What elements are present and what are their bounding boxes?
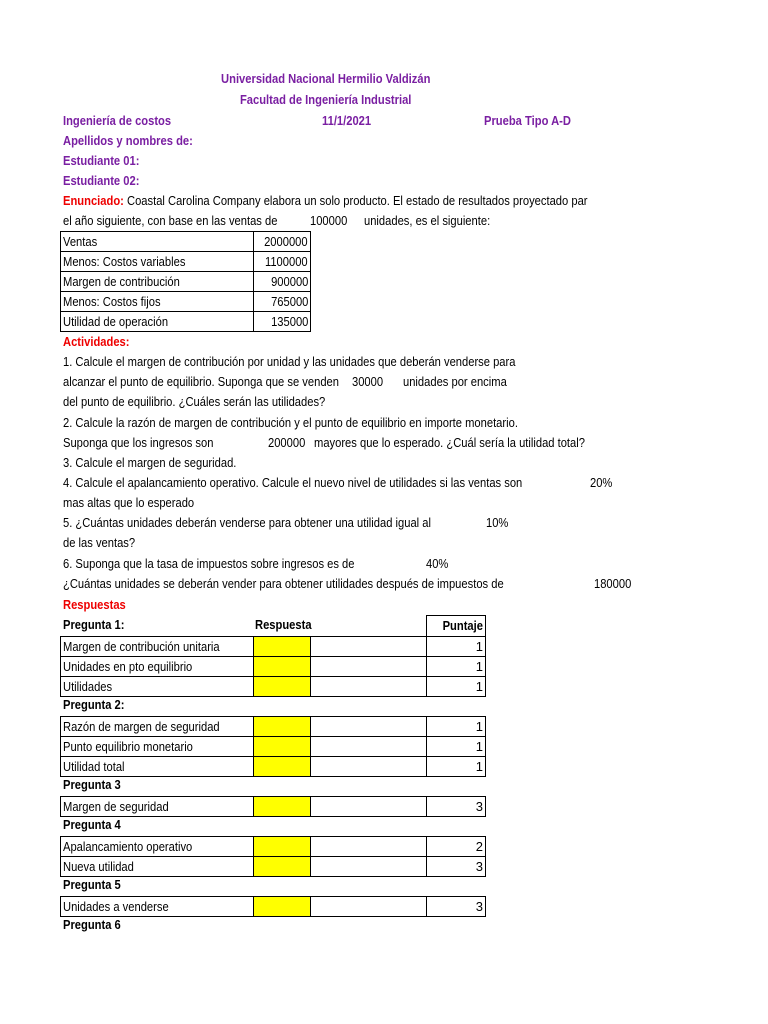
answer-input-cell[interactable] bbox=[253, 756, 311, 777]
question-5-percent: 10% bbox=[486, 515, 509, 530]
answer-extra-cell[interactable] bbox=[310, 836, 427, 857]
answer-extra-cell[interactable] bbox=[310, 736, 427, 757]
answer-extra-cell[interactable] bbox=[310, 716, 427, 737]
question-5-line-2: de las ventas? bbox=[63, 535, 136, 550]
income-row-label: Ventas bbox=[60, 231, 254, 252]
income-row-value: 900000 bbox=[253, 271, 311, 292]
answer-extra-cell[interactable] bbox=[310, 896, 427, 917]
question-4-line-1: 4. Calcule el apalancamiento operativo. Calcule el nuevo nivel de utilidades si las ventas son bbox=[63, 475, 523, 490]
exam-date: 11/1/2021 bbox=[322, 113, 372, 128]
answer-input-cell[interactable] bbox=[253, 676, 311, 697]
answer-extra-cell[interactable] bbox=[310, 756, 427, 777]
faculty-name: Facultad de Ingeniería Industrial bbox=[240, 92, 412, 107]
names-label: Apellidos y nombres de: bbox=[63, 133, 193, 148]
answer-input-cell[interactable] bbox=[253, 716, 311, 737]
score-column-header: Puntaje bbox=[426, 615, 486, 636]
answer-input-cell[interactable] bbox=[253, 896, 311, 917]
income-row-label: Menos: Costos fijos bbox=[60, 291, 254, 312]
question-6-percent: 40% bbox=[426, 556, 449, 571]
answer-score: 1 bbox=[426, 636, 486, 657]
statement-line-2a: el año siguiente, con base en las ventas de bbox=[63, 213, 278, 228]
answer-score: 1 bbox=[426, 716, 486, 737]
answer-group-title: Pregunta 6 bbox=[63, 917, 121, 932]
statement-line-1: Enunciado: Coastal Carolina Company elabora un solo producto. El estado de resultados proyectado par bbox=[63, 193, 588, 208]
student-2-label: Estudiante 02: bbox=[63, 173, 140, 188]
income-row-label: Margen de contribución bbox=[60, 271, 254, 292]
answer-row-label: Nueva utilidad bbox=[60, 856, 254, 877]
income-row-value: 1100000 bbox=[253, 251, 311, 272]
answer-score: 2 bbox=[426, 836, 486, 857]
answer-score: 3 bbox=[426, 796, 486, 817]
question-4-percent: 20% bbox=[590, 475, 613, 490]
answer-row-label: Unidades en pto equilibrio bbox=[60, 656, 254, 677]
answer-extra-cell[interactable] bbox=[310, 796, 427, 817]
answer-score: 3 bbox=[426, 896, 486, 917]
activities-title: Actividades: bbox=[63, 334, 130, 349]
question-2-line-1: 2. Calcule la razón de margen de contribución y el punto de equilibrio en importe monetario. bbox=[63, 415, 518, 430]
answer-row-label: Apalancamiento operativo bbox=[60, 836, 254, 857]
answer-input-cell[interactable] bbox=[253, 636, 311, 657]
question-6-amount: 180000 bbox=[594, 576, 632, 591]
statement-label: Enunciado: bbox=[63, 193, 124, 208]
answer-extra-cell[interactable] bbox=[310, 676, 427, 697]
answer-score: 1 bbox=[426, 676, 486, 697]
answer-column-header: Respuesta bbox=[255, 617, 312, 632]
university-name: Universidad Nacional Hermilio Valdizán bbox=[221, 71, 431, 86]
answer-score: 3 bbox=[426, 856, 486, 877]
answer-score: 1 bbox=[426, 756, 486, 777]
answer-row-label: Punto equilibrio monetario bbox=[60, 736, 254, 757]
income-row-label: Utilidad de operación bbox=[60, 311, 254, 332]
answer-group-title: Pregunta 4 bbox=[63, 817, 121, 832]
answer-row-label: Unidades a venderse bbox=[60, 896, 254, 917]
answer-score: 1 bbox=[426, 656, 486, 677]
answer-input-cell[interactable] bbox=[253, 856, 311, 877]
income-row-value: 135000 bbox=[253, 311, 311, 332]
question-5-line-1: 5. ¿Cuántas unidades deberán venderse para obtener una utilidad igual al bbox=[63, 515, 431, 530]
question-1-units: 30000 bbox=[352, 374, 384, 389]
answers-title: Respuestas bbox=[63, 597, 126, 612]
answer-extra-cell[interactable] bbox=[310, 636, 427, 657]
student-1-label: Estudiante 01: bbox=[63, 153, 140, 168]
answer-input-cell[interactable] bbox=[253, 836, 311, 857]
answer-group-title: Pregunta 5 bbox=[63, 877, 121, 892]
income-row-label: Menos: Costos variables bbox=[60, 251, 254, 272]
income-row-value: 2000000 bbox=[253, 231, 311, 252]
answer-row-label: Margen de contribución unitaria bbox=[60, 636, 254, 657]
course-name: Ingeniería de costos bbox=[63, 113, 172, 128]
answer-row-label: Utilidades bbox=[60, 676, 254, 697]
question-6-line-2: ¿Cuántas unidades se deberán vender para obtener utilidades después de impuestos de bbox=[63, 576, 504, 591]
question-1-line-1: 1. Calcule el margen de contribución por unidad y las unidades que deberán venderse para bbox=[63, 354, 516, 369]
answer-extra-cell[interactable] bbox=[310, 856, 427, 877]
statement-line-2b: unidades, es el siguiente: bbox=[364, 213, 491, 228]
answer-input-cell[interactable] bbox=[253, 736, 311, 757]
test-type: Prueba Tipo A-D bbox=[484, 113, 571, 128]
income-row-value: 765000 bbox=[253, 291, 311, 312]
answer-group-title: Pregunta 2: bbox=[63, 697, 125, 712]
statement-units: 100000 bbox=[310, 213, 348, 228]
question-2-line-2a: Suponga que los ingresos son bbox=[63, 435, 214, 450]
question-1-line-3: del punto de equilibrio. ¿Cuáles serán las utilidades? bbox=[63, 394, 326, 409]
answer-input-cell[interactable] bbox=[253, 656, 311, 677]
answer-input-cell[interactable] bbox=[253, 796, 311, 817]
question-2-amount: 200000 bbox=[268, 435, 306, 450]
answer-group-title: Pregunta 1: bbox=[63, 617, 125, 632]
question-4-line-2: mas altas que lo esperado bbox=[63, 495, 195, 510]
question-3: 3. Calcule el margen de seguridad. bbox=[63, 455, 237, 470]
answer-score: 1 bbox=[426, 736, 486, 757]
answer-row-label: Margen de seguridad bbox=[60, 796, 254, 817]
question-2-line-2b: mayores que lo esperado. ¿Cuál sería la utilidad total? bbox=[314, 435, 585, 450]
answer-group-title: Pregunta 3 bbox=[63, 777, 121, 792]
question-6-line-1: 6. Suponga que la tasa de impuestos sobre ingresos es de bbox=[63, 556, 355, 571]
question-1-line-2a: alcanzar el punto de equilibrio. Suponga que se venden bbox=[63, 374, 339, 389]
answer-extra-cell[interactable] bbox=[310, 656, 427, 677]
answer-row-label: Razón de margen de seguridad bbox=[60, 716, 254, 737]
answer-row-label: Utilidad total bbox=[60, 756, 254, 777]
question-1-line-2b: unidades por encima bbox=[403, 374, 507, 389]
